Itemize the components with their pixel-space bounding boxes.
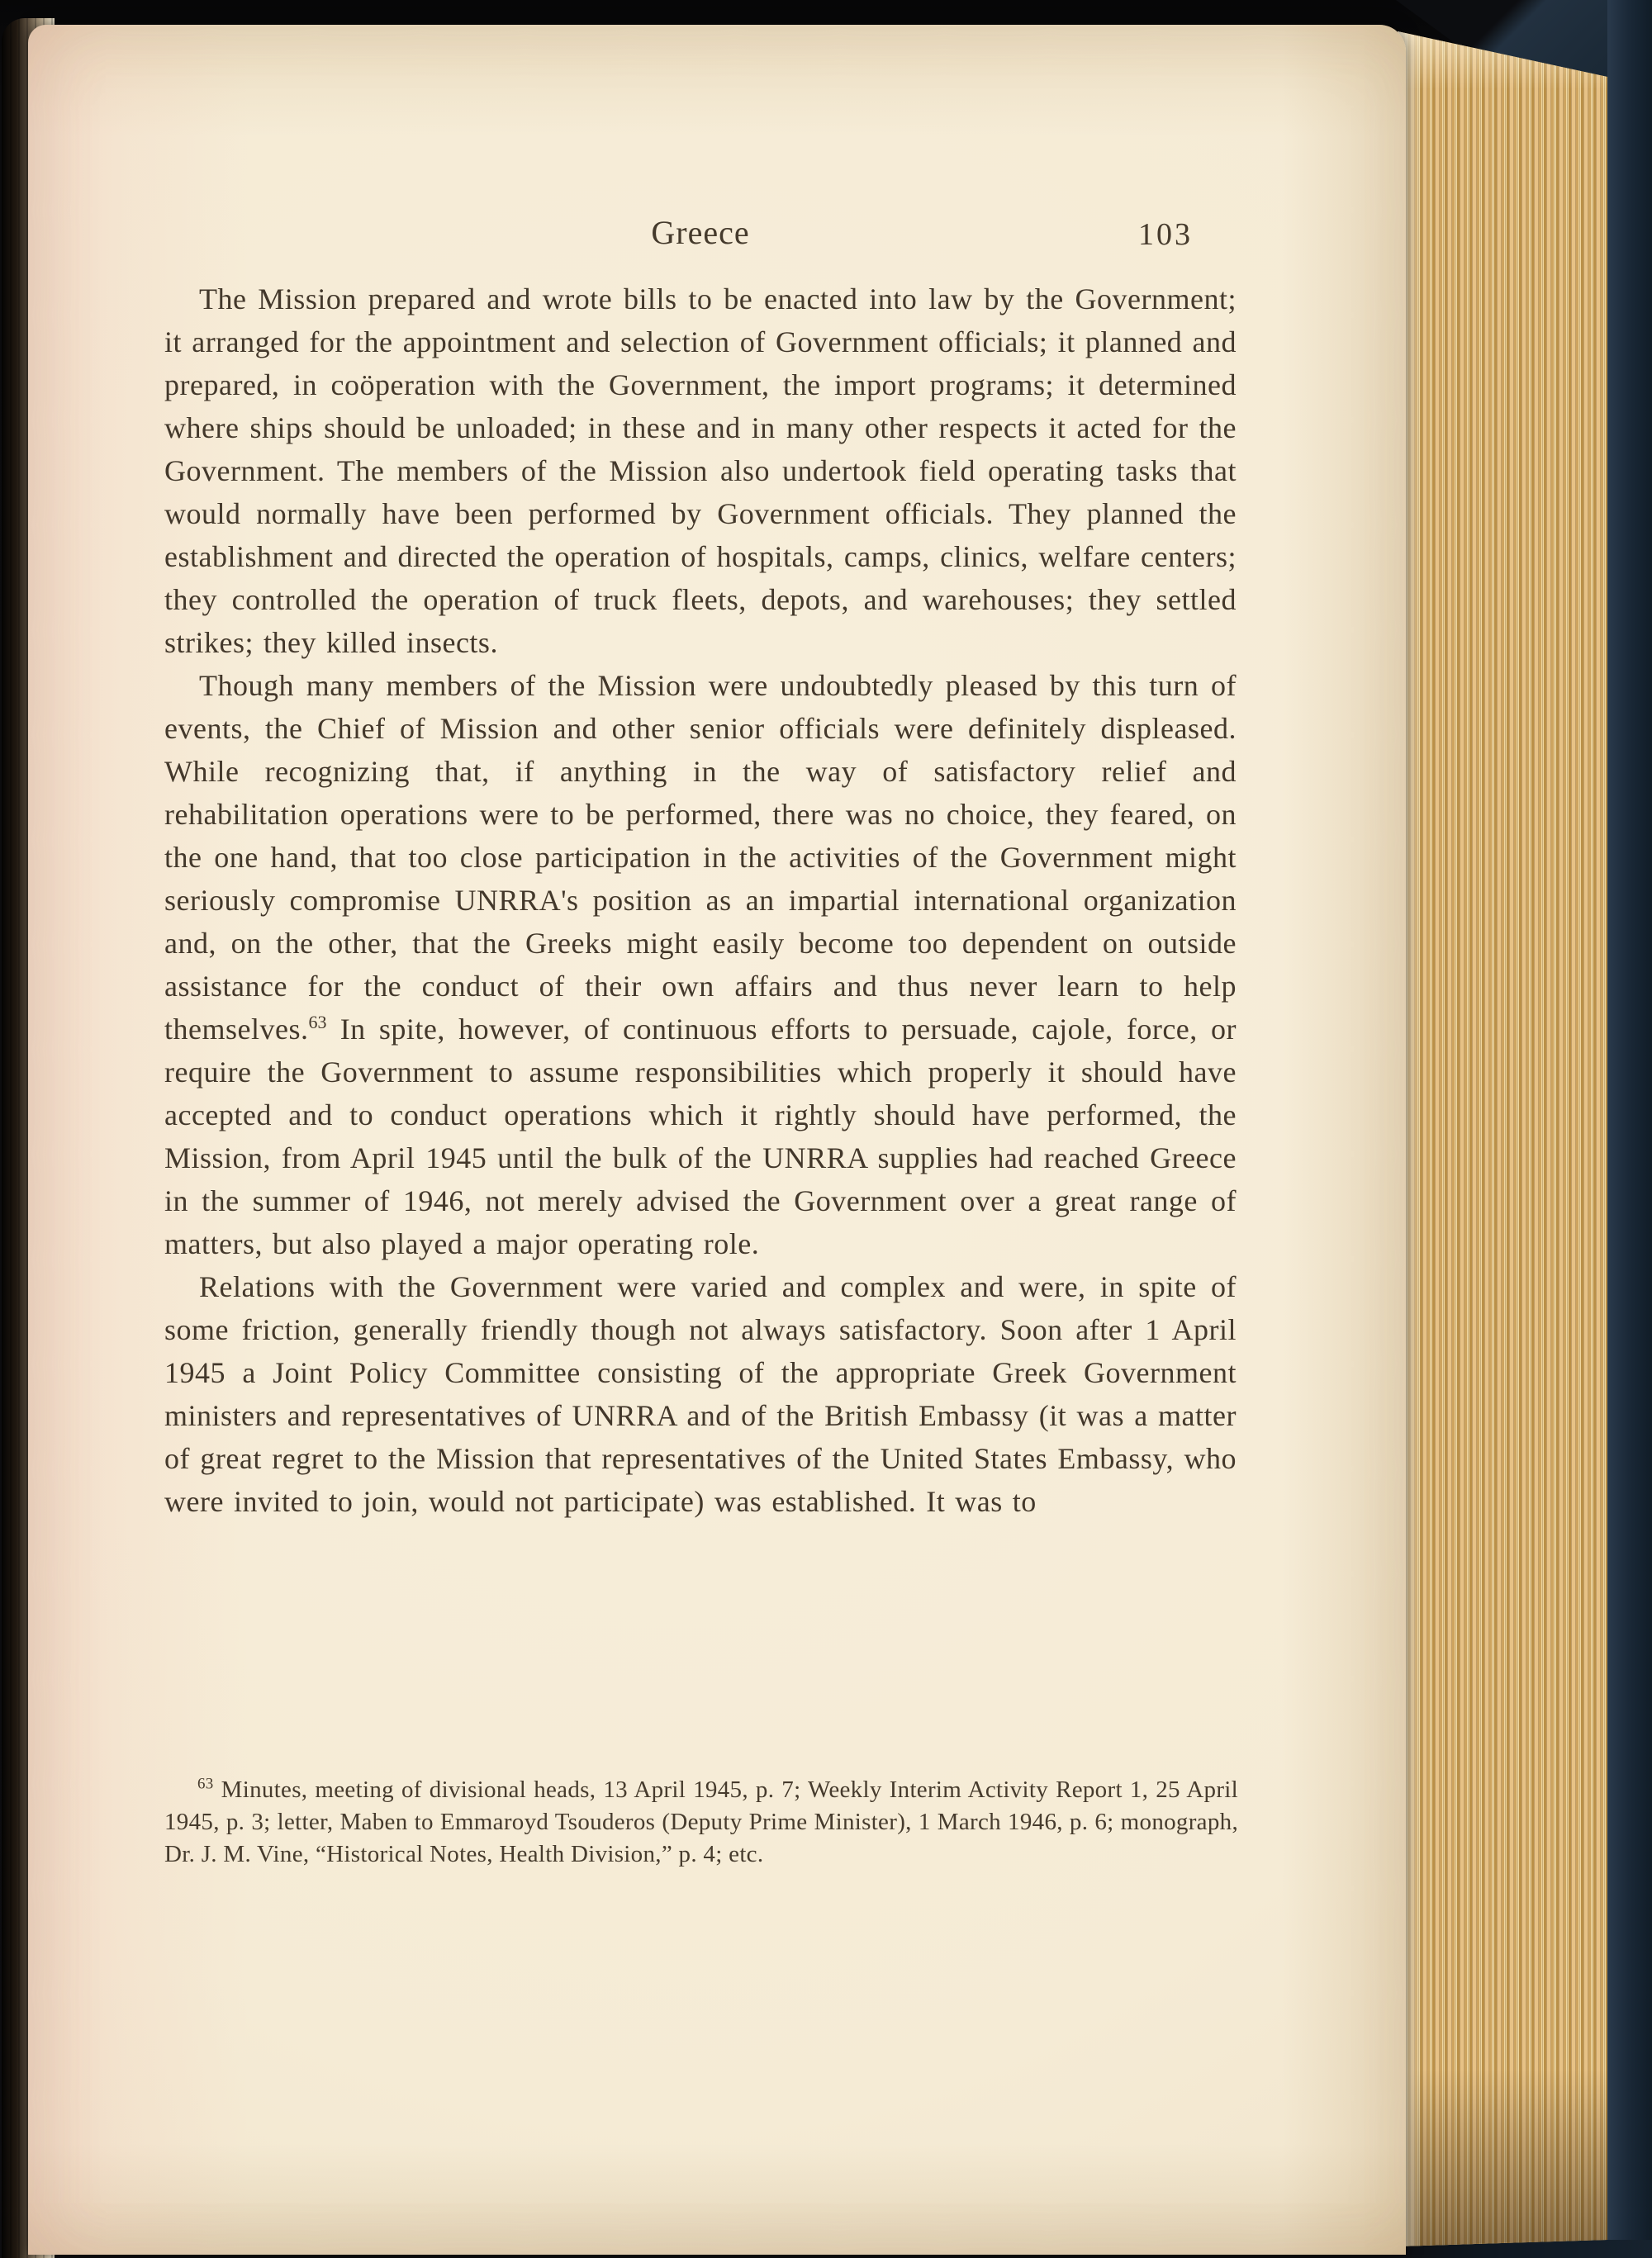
page-fore-edge [1398, 31, 1607, 2246]
footnote-reference: 63 [308, 1012, 327, 1032]
paragraph-2-continued: In spite, however, of continuous efforts to persuade, cajole, force, or require the Government to assume responsibilities which properly it should have accepted and to conduct operations which it rightly should have performed, the Mission, from April 1945 until the bulk of the UNRRA supplies had reached Greece in the summer of 1946, not merely advised the Government over a great range of matters, but also played a major operating role. [164, 1013, 1237, 1260]
footnote-marker: 63 [197, 1775, 214, 1793]
running-title: Greece [651, 214, 750, 251]
footnote [164, 1774, 1238, 1871]
page-header [28, 213, 1406, 253]
paragraph-3: Relations with the Government were varied and complex and were, in spite of some friction, generally friendly though not always satisfactory. Soon after 1 April 1945 a Joint Policy Committee consisting of the appropriate Greek Government ministers and representatives of UNRRA and of the British Embassy (it was a matter of great regret to the Mission that representatives of the United States Embassy, who were invited to join, would not participate) was established. It was to [164, 1270, 1237, 1518]
paragraph-2-text: Though many members of the Mission were undoubtedly pleased by this turn of events, the Chief of Mission and other senior officials were definitely displeased. While recognizing that, if anything in the way of satisfactory relief and rehabilitation operations were to be performed, there was no choice, they feared, on the one hand, that too close participation in the activities of the Government might seriously compromise UNRRA's position as an impartial international organization and, on the other, that the Greeks might easily become too dependent on outside assistance for the conduct of their own affairs and thus never learn to help themselves. [164, 669, 1237, 1046]
footnote-text: Minutes, meeting of divisional heads, 13 April 1945, p. 7; Weekly Interim Activity Report 1, 25 April 1945, p. 3; letter, Maben to Emmaroyd Tsouderos (Deputy Prime Minister), 1 March 1946, p. 6; monograph, Dr. J. M. Vine, “Historical Notes, Health Division,” p. 4; etc. [164, 1777, 1238, 1867]
paragraph-1: The Mission prepared and wrote bills to be enacted into law by the Government; it arranged for the appointment and selection of Government officials; it planned and prepared, in coöperation with the Government, the import programs; it determined where ships should be unloaded; in these and in many other respects it acted for the Government. The members of the Mission also undertook field operating tasks that would normally have been performed by Government officials. They planned the establishment and directed the operation of hospitals, camps, clinics, welfare centers; they controlled the operation of truck fleets, depots, and warehouses; they settled strikes; they killed insects. [164, 282, 1237, 659]
page-number: 103 [1138, 217, 1193, 252]
page-body [28, 278, 1406, 1523]
book-cover [1607, 0, 1652, 2258]
book-page [28, 25, 1406, 2255]
paragraph-2 [164, 664, 1237, 1265]
